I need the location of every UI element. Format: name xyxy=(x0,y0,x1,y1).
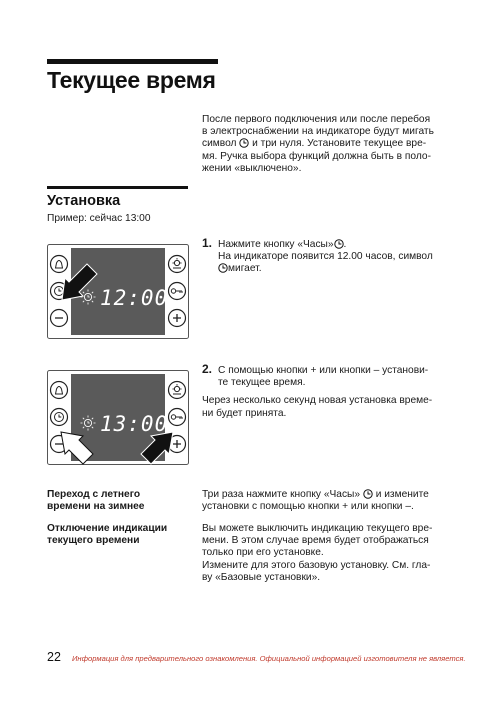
text-line: Вы можете выключить индикацию текущего вре- xyxy=(202,523,433,534)
intro-line xyxy=(202,138,464,150)
key-button[interactable] xyxy=(169,409,186,426)
page-title: Текущее время xyxy=(47,67,216,93)
clock-icon xyxy=(363,489,373,499)
intro-text xyxy=(202,114,464,175)
step-text: На индикаторе появится 12.00 часов, символ xyxy=(218,251,433,263)
intro-fragment: и три нуля. Установите текущее вре- xyxy=(249,138,427,150)
label-line: Переход с летнего xyxy=(47,489,141,500)
text-fragment: и измените xyxy=(372,489,429,500)
key-button[interactable] xyxy=(169,283,186,300)
step-number: 1. xyxy=(202,236,213,250)
step-text: те текущее время. xyxy=(218,377,306,389)
plus-button[interactable] xyxy=(169,310,186,327)
dst-section-text xyxy=(202,489,464,513)
text-line: установки с помощью кнопки + или кнопки –. xyxy=(202,501,414,513)
intro-line: мя. Ручка выбора функций должна быть в поло- xyxy=(202,150,431,162)
intro-line: После первого подключения или после перебоя xyxy=(202,114,431,125)
clock-button[interactable] xyxy=(51,409,68,426)
lcd-time-display: 13:00 xyxy=(100,412,169,436)
step-2 xyxy=(202,363,464,420)
note-line: Через несколько секунд новая установка време- xyxy=(202,395,433,407)
light-button[interactable] xyxy=(169,256,186,273)
minus-button[interactable] xyxy=(51,310,68,327)
lcd-time-display: 12:00 xyxy=(100,286,169,310)
clock-icon xyxy=(334,239,344,249)
step-text: С помощью кнопки + или кнопки – установи- xyxy=(218,365,429,376)
intro-fragment: символ xyxy=(202,138,240,150)
text-fragment: Три раза нажмите кнопку «Часы» xyxy=(202,489,363,500)
oven-control-panel-2 xyxy=(47,370,189,465)
disable-display-section-text xyxy=(202,523,464,584)
label-line: Отключение индикации xyxy=(47,523,168,534)
dst-section-label xyxy=(47,489,144,513)
text-line: ву «Базовые установки». xyxy=(202,571,321,583)
setup-heading: Установка xyxy=(47,193,121,209)
label-line: времени на зимнее xyxy=(47,501,145,513)
top-rule xyxy=(47,59,218,64)
step-text: мигает. xyxy=(228,263,262,275)
intro-line: в электроснабжении на индикаторе будут мигать xyxy=(202,126,434,138)
setup-rule xyxy=(47,186,188,189)
disable-display-section-label xyxy=(47,523,167,547)
text-line: мени. В этом случае время будет отображаться xyxy=(202,535,429,547)
example-text: Пример: сейчас 13:00 xyxy=(47,213,151,224)
page-number: 22 xyxy=(47,650,61,664)
bell-button[interactable] xyxy=(51,256,68,273)
note-line: ни будет принята. xyxy=(202,407,287,419)
label-line: текущего времени xyxy=(47,535,140,547)
intro-line: жении «выключено». xyxy=(202,162,302,174)
clock-icon xyxy=(218,263,228,273)
light-button[interactable] xyxy=(169,382,186,399)
oven-control-panel-1 xyxy=(47,244,189,339)
bell-button[interactable] xyxy=(51,382,68,399)
clock-icon xyxy=(239,138,249,148)
step-number: 2. xyxy=(202,362,213,376)
step-note xyxy=(202,395,464,419)
footer-disclaimer: Информация для предварительного ознакомления. Официальной информацией изготовителя не является. xyxy=(72,654,466,663)
text-line: Измените для этого базовую установку. См. гла- xyxy=(202,559,431,571)
text-line: только при его установке. xyxy=(202,547,324,559)
step-1: 1. Нажмите кнопку «Часы» . На индикаторе появится 12.00 часов, символ мигает. xyxy=(202,237,464,276)
step-text: Нажмите кнопку «Часы» xyxy=(218,239,334,250)
